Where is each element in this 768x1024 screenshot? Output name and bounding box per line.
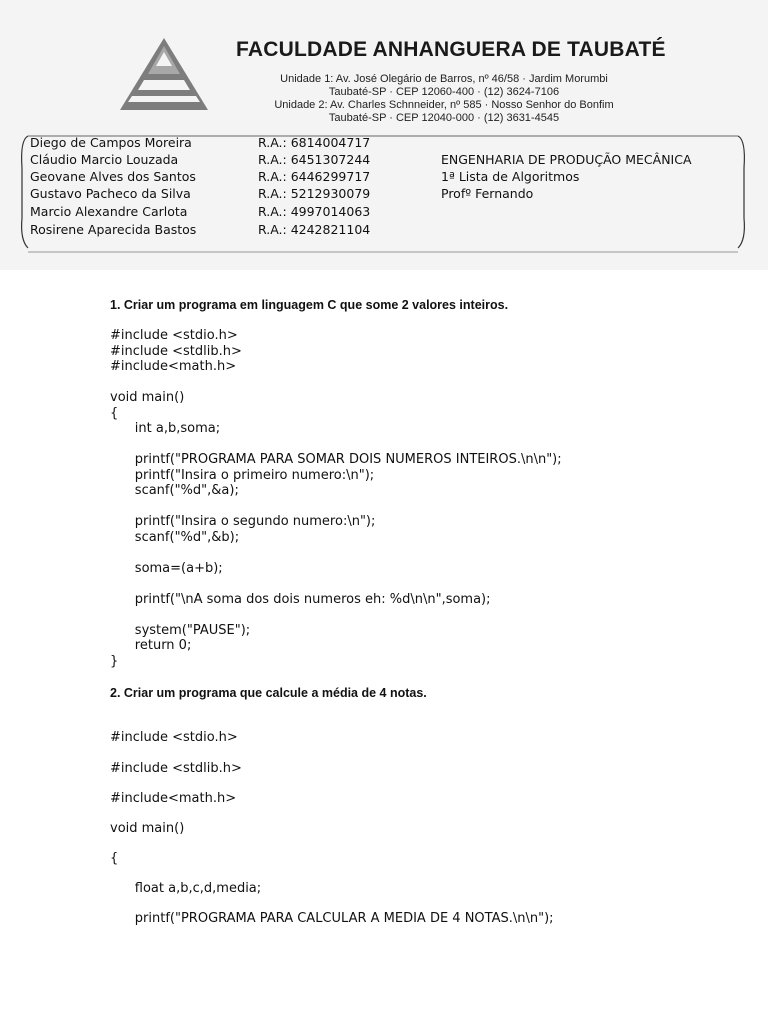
- professor-name: Profº Fernando: [441, 186, 534, 201]
- student-ra: R.A.: 4997014063: [258, 204, 371, 219]
- code-line: #include<math.h>: [110, 791, 237, 806]
- code-line: #include <stdio.h>: [110, 730, 238, 745]
- student-name: Diego de Campos Moreira: [30, 135, 192, 150]
- address-line: Unidade 1: Av. José Olegário de Barros, nº 46/58 · Jardim Morumbi: [280, 73, 608, 85]
- student-name: Rosirene Aparecida Bastos: [30, 222, 197, 237]
- address-line: Unidade 2: Av. Charles Schnneider, nº 585 · Nosso Senhor do Bonfim: [274, 99, 614, 111]
- student-ra: R.A.: 6814004717: [258, 135, 371, 150]
- document-header: [0, 0, 768, 270]
- student-name: Geovane Alves dos Santos: [30, 169, 196, 184]
- student-name: Marcio Alexandre Carlota: [30, 204, 188, 219]
- list-name: 1ª Lista de Algoritmos: [441, 169, 580, 184]
- student-name: Cláudio Marcio Louzada: [30, 152, 179, 167]
- address-line: Taubaté-SP · CEP 12060-400 · (12) 3624-7106: [328, 86, 560, 98]
- code-line: void main(): [110, 821, 185, 836]
- student-name: Gustavo Pacheco da Silva: [30, 186, 191, 201]
- code-line: float a,b,c,d,media;: [110, 881, 262, 896]
- logo-icon: [118, 36, 210, 112]
- student-ra: R.A.: 6451307244: [258, 152, 371, 167]
- code-line: #include <stdlib.h>: [110, 761, 242, 776]
- code-line: printf("PROGRAMA PARA CALCULAR A MEDIA DE 4 NOTAS.\n\n");: [110, 911, 554, 926]
- student-ra: R.A.: 5212930079: [258, 186, 371, 201]
- student-ra: R.A.: 6446299717: [258, 169, 371, 184]
- student-ra: R.A.: 4242821104: [258, 222, 371, 237]
- question-title: 1. Criar um programa em linguagem C que some 2 valores inteiros.: [110, 298, 509, 312]
- code-block: #include <stdio.h> #include <stdlib.h> #include<math.h> void main() { int a,b,soma; printf("PROGRAMA PARA SOMAR DOIS NUMEROS INTEIROS.\n\n"); printf("Insira o primeiro numero:\n"); scanf("%d",&a); printf("Insira o segundo numero:\n"); scanf("%d",&b); soma=(a+b); printf("\nA soma dos dois numeros eh: %d\n\n",soma); system("PAUSE"); return 0; }: [110, 328, 562, 669]
- question-title: 2. Criar um programa que calcule a média de 4 notas.: [110, 686, 427, 700]
- institution-name: FACULDADE ANHANGUERA DE TAUBATÉ: [236, 38, 666, 61]
- address-line: Taubaté-SP · CEP 12040-000 · (12) 3631-4545: [328, 112, 560, 124]
- code-line: {: [110, 851, 119, 866]
- course-name: ENGENHARIA DE PRODUÇÃO MECÂNICA: [441, 152, 692, 167]
